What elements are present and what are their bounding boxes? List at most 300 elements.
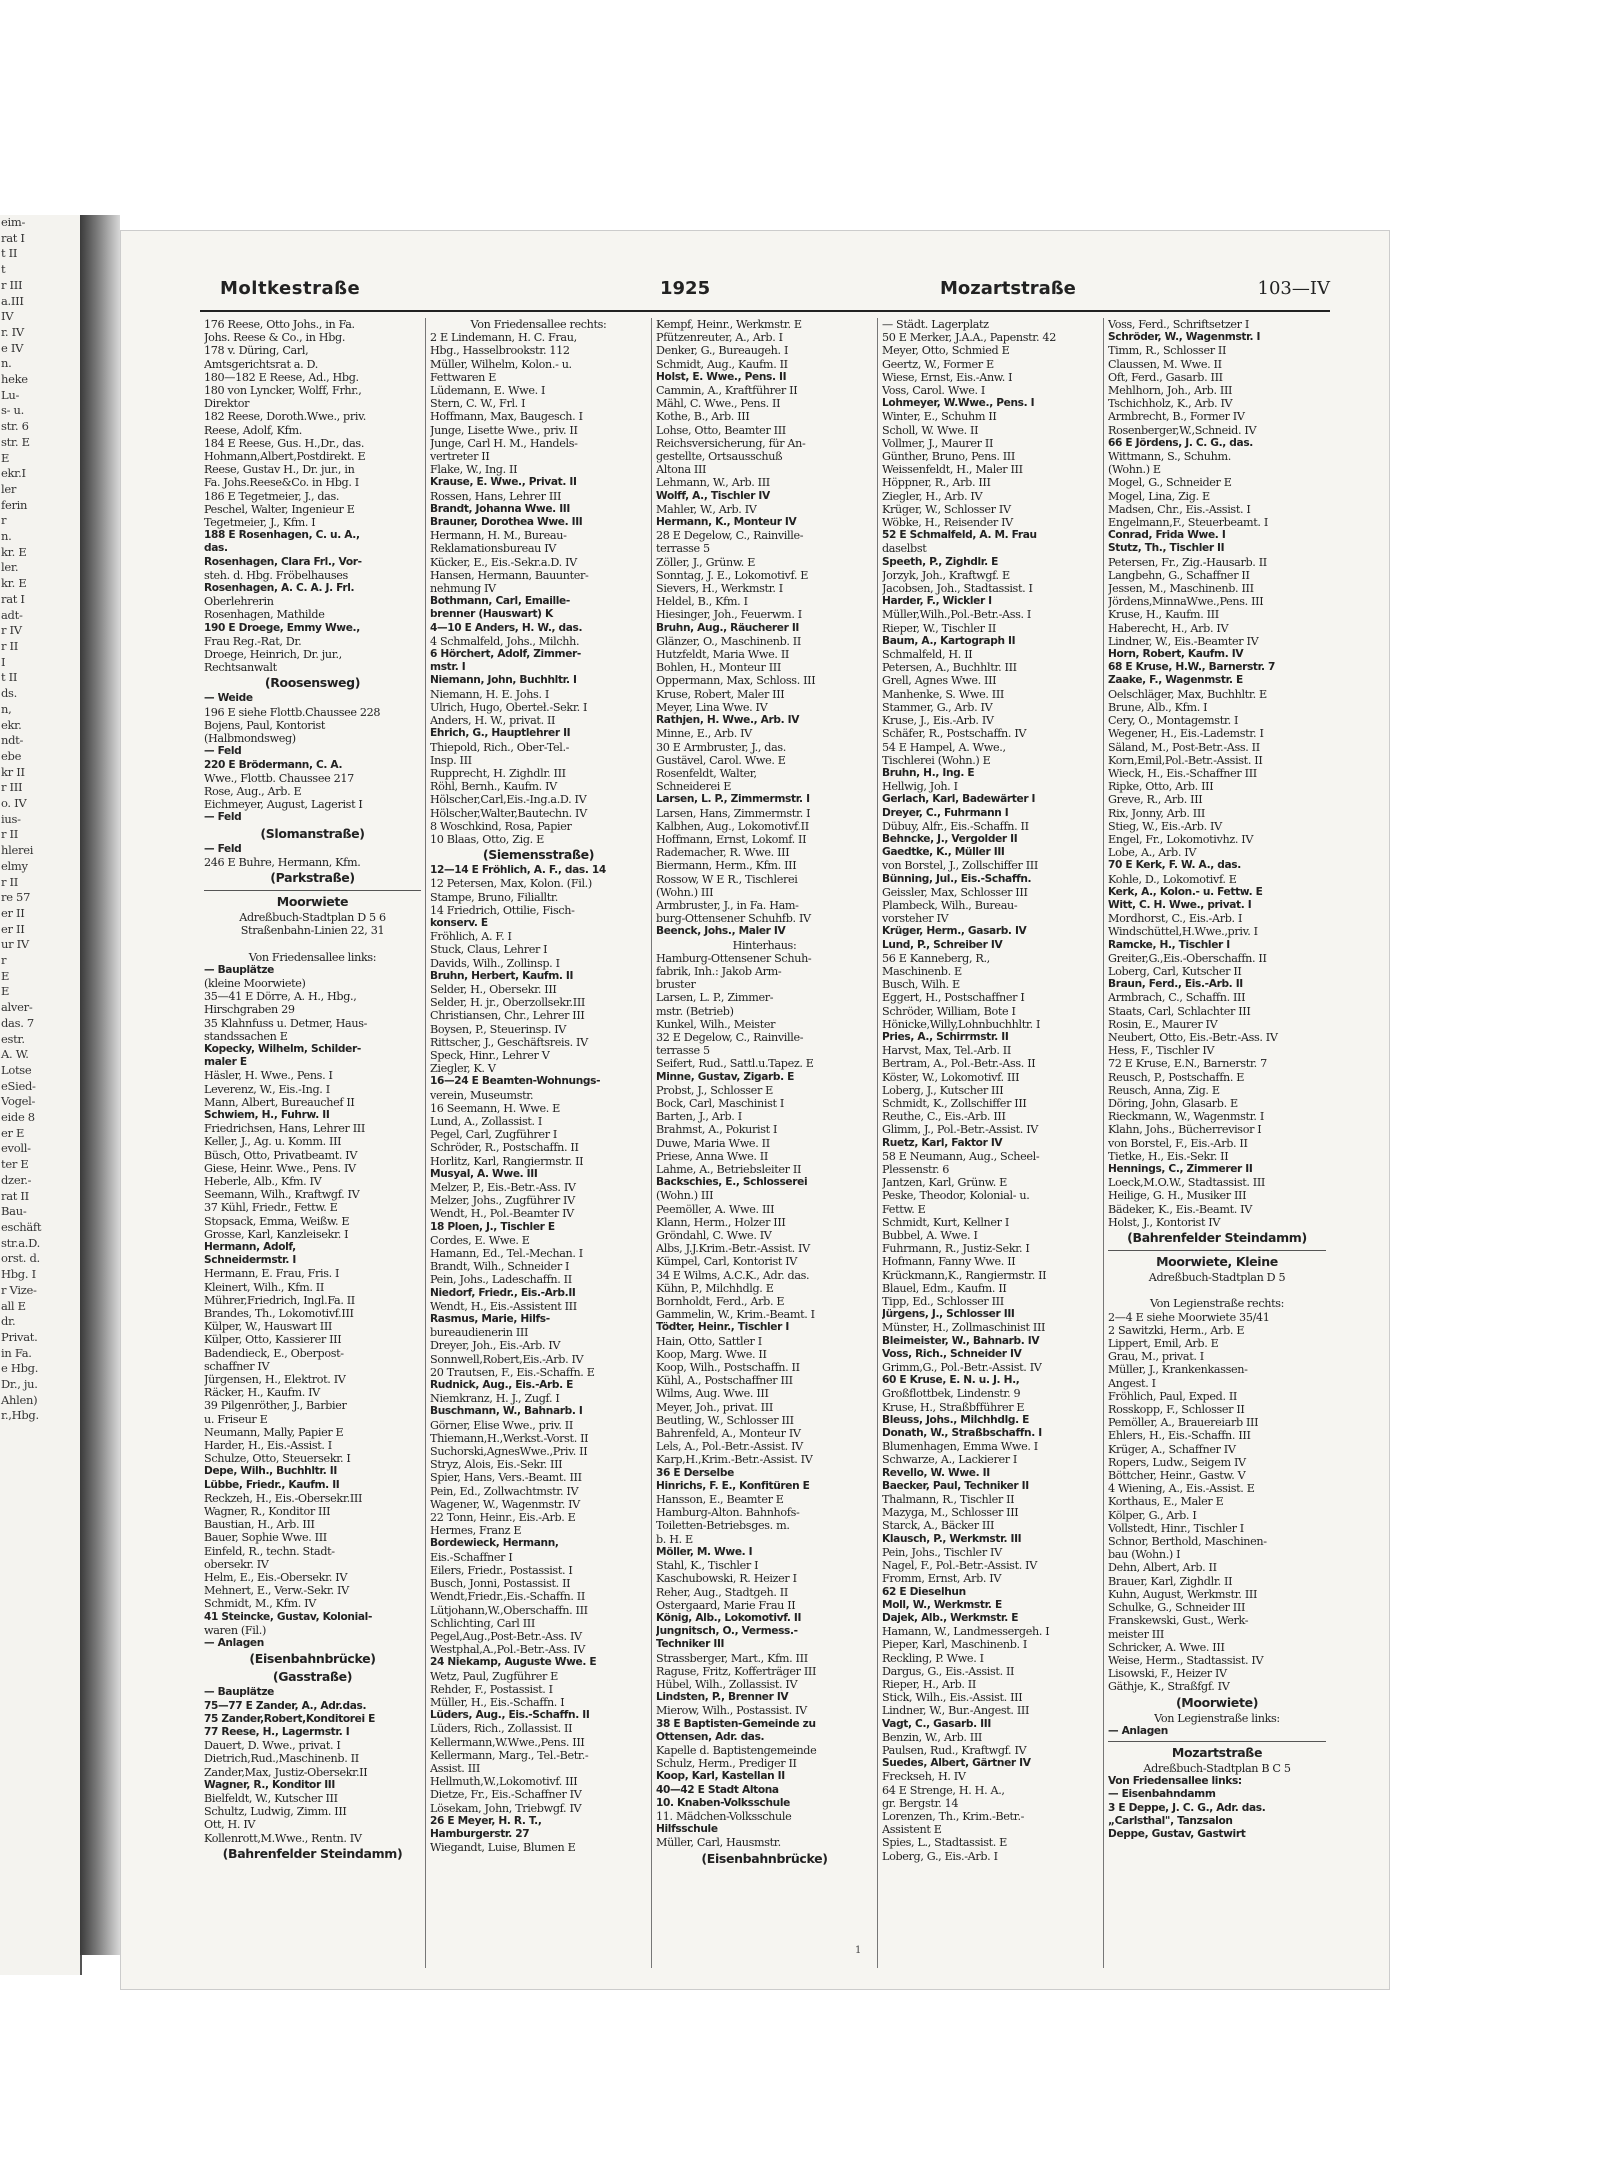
directory-entry: Ziegler, K. V	[430, 1062, 496, 1076]
directory-entry: (kleine Moorwiete)	[204, 976, 306, 990]
directory-entry: Donath, W., Straßbschaffn. I	[882, 1427, 1042, 1440]
directory-entry: Anders, H. W., privat. II	[430, 714, 556, 728]
directory-entry: Wegener, H., Eis.-Lademstr. I	[1108, 727, 1264, 741]
directory-entry: Bruhn, Herbert, Kaufm. II	[430, 969, 574, 982]
directory-entry: Reckling, P. Wwe. I	[882, 1651, 984, 1665]
directory-entry: Neumann, Mally, Papier E	[204, 1425, 344, 1439]
directory-entry: Hübel, Wilh., Zollassist. IV	[656, 1677, 798, 1691]
directory-entry: Voss, Carol. Wwe. I	[882, 384, 985, 398]
directory-entry: Paulsen, Rud., Kraftwgf. IV	[882, 1743, 1027, 1757]
directory-entry: Dehn, Albert, Arb. II	[1108, 1561, 1217, 1575]
directory-entry: Pein, Johs., Tischler IV	[882, 1545, 1002, 1559]
directory-entry: Tischlerei (Wohn.) E	[882, 753, 991, 767]
directory-entry: Dargus, G., Eis.-Assist. II	[882, 1664, 1015, 1678]
column-2	[426, 318, 652, 1968]
directory-entry: Schmidt, Kurt, Kellner I	[882, 1215, 1009, 1229]
directory-entry: Klahn, Johs., Bücherrevisor I	[1108, 1123, 1262, 1137]
directory-entry: Rieper, W., Tischler II	[882, 621, 996, 635]
directory-entry: Larsen, L. P., Zimmermstr. I	[656, 793, 810, 806]
directory-entry: Fettwaren E	[430, 370, 497, 384]
directory-entry: Hiesinger, Joh., Feuerwm. I	[656, 608, 802, 622]
directory-entry: Wwe., Flottb. Chaussee 217	[204, 771, 354, 785]
prev-page-line: kr. E	[1, 576, 27, 591]
directory-entry: Glänzer, O., Maschinenb. II	[656, 634, 801, 648]
prev-page-line: r III	[1, 780, 23, 795]
directory-entry: Rosenberger,W.,Schneid. IV	[1108, 423, 1257, 437]
directory-entry: Bertram, A., Pol.-Betr.-Ass. II	[882, 1057, 1036, 1071]
prev-page-line: e Hbg.	[1, 1361, 39, 1376]
directory-entry: Hansson, E., Beamter E	[656, 1493, 784, 1507]
directory-entry: 58 E Neumann, Aug., Scheel-	[882, 1149, 1040, 1163]
directory-entry: Buschmann, W., Bahnarb. I	[430, 1405, 583, 1418]
directory-entry: Stammer, G., Arb. IV	[882, 700, 993, 714]
prev-page-line: kr. E	[1, 544, 27, 559]
directory-entry: Heberle, Alb., Kfm. IV	[204, 1174, 322, 1188]
directory-entry: Insp. III	[430, 753, 472, 767]
directory-entry: Günther, Bruno, Pens. III	[882, 450, 1015, 464]
directory-entry: Schneiderei E	[656, 780, 732, 794]
directory-entry: Angest. I	[1108, 1376, 1156, 1390]
prev-page-line: eSied-	[1, 1078, 36, 1093]
prev-page-line: elmy	[1, 858, 28, 873]
directory-entry: Lohse, Otto, Beamter III	[656, 423, 786, 437]
directory-entry: Stopsack, Emma, Weißw. E	[204, 1214, 350, 1228]
directory-entry: 66 E Jördens, J. C. G., das.	[1108, 436, 1253, 449]
directory-entry: Wiegandt, Luise, Blumen E	[430, 1841, 576, 1855]
directory-entry: Gerlach, Karl, Badewärter I	[882, 793, 1036, 806]
directory-entry: Mierow, Wilh., Postassist. IV	[656, 1704, 807, 1718]
directory-entry: standssachen E	[204, 1029, 288, 1043]
directory-entry: Schmidt, K., Zollschiffer III	[882, 1096, 1027, 1110]
directory-entry: 41 Steincke, Gustav, Kolonial-	[204, 1610, 372, 1623]
directory-entry: 54 E Hampel, A. Wwe.,	[882, 740, 1006, 754]
directory-entry: — Feld	[204, 811, 242, 824]
directory-entry: 72 E Kruse, E.N., Barnerstr. 7	[1108, 1057, 1267, 1071]
directory-entry: Peske, Theodor, Kolonial- u.	[882, 1189, 1030, 1203]
directory-entry: konserv. E	[430, 916, 488, 929]
directory-entry: Heldel, B., Kfm. I	[656, 595, 748, 609]
directory-entry: Grau, M., privat. I	[1108, 1350, 1204, 1364]
directory-entry: Stampe, Bruno, Filialltr.	[430, 890, 558, 904]
prev-page-line: ur IV	[1, 937, 29, 952]
directory-entry: Suchorski,AgnesWwe.,Priv. II	[430, 1445, 588, 1459]
directory-entry: 24 Niekamp, Auguste Wwe. E	[430, 1656, 597, 1669]
directory-entry: Sonnwell,Robert,Eis.-Arb. IV	[430, 1352, 584, 1366]
directory-entry: Loberg, J., Kutscher III	[882, 1083, 1004, 1097]
directory-entry: Rossow, W E R., Tischlerei	[656, 872, 798, 886]
directory-entry: Dajek, Alb., Werkmstr. E	[882, 1611, 1019, 1624]
directory-entry: 246 E Buhre, Hermann, Kfm.	[204, 855, 361, 869]
book-gutter	[80, 215, 120, 1955]
directory-entry: Mogel, Lina, Zig. E	[1108, 489, 1210, 503]
directory-entry: 68 E Kruse, H.W., Barnerstr. 7	[1108, 661, 1276, 674]
directory-entry: Kapelle d. Baptistengemeinde	[656, 1743, 817, 1757]
directory-entry: 220 E Brödermann, C. A.	[204, 758, 343, 771]
directory-entry: — Anlagen	[1108, 1724, 1168, 1737]
directory-entry: Neubert, Otto, Eis.-Betr.-Ass. IV	[1108, 1030, 1278, 1044]
directory-entry: Minne, Gustav, Zigarb. E	[656, 1070, 795, 1083]
directory-entry: Holst, J., Kontorist IV	[1108, 1215, 1221, 1229]
directory-entry: Boysen, P., Steuerinsp. IV	[430, 1022, 567, 1036]
directory-entry: Petersen, Fr., Zig.-Hausarb. II	[1108, 555, 1267, 569]
directory-entry: Priese, Anna Wwe. II	[656, 1149, 768, 1163]
directory-entry: Madsen, Chr., Eis.-Assist. I	[1108, 502, 1251, 516]
directory-entry: Kruse, H., Straßbfführer E	[882, 1400, 1025, 1414]
directory-entry: Beenck, Johs., Maler IV	[656, 925, 786, 938]
directory-entry: Reese, Adolf, Kfm.	[204, 423, 302, 437]
directory-entry: Kümpel, Carl, Kontorist IV	[656, 1255, 798, 1269]
directory-entry: 75 Zander,Robert,Konditorei E	[204, 1712, 375, 1725]
prev-page-line: Ahlen)	[1, 1392, 38, 1407]
directory-entry: Schulz, Herm., Prediger II	[656, 1757, 797, 1771]
directory-entry: Von Legienstraße rechts:	[1149, 1297, 1285, 1311]
directory-entry: Müller,Wilh.,Pol.-Betr.-Ass. I	[882, 608, 1031, 622]
directory-entry: Jungnitsch, O., Vermess.-	[656, 1625, 798, 1638]
directory-entry: Meyer, Lina Wwe. IV	[656, 700, 768, 714]
directory-entry: Hermann, E. Frau, Fris. I	[204, 1267, 340, 1281]
directory-entry: 4—10 E Anders, H. W., das.	[430, 621, 583, 634]
directory-entry: Junge, Lisette Wwe., priv. II	[430, 423, 578, 437]
directory-entry: Brandt, Wilh., Schneider I	[430, 1260, 570, 1274]
directory-entry: Glimm, J., Pol.-Betr.-Assist. IV	[882, 1123, 1039, 1137]
directory-entry: Bünning, Jul., Eis.-Schaffn.	[882, 872, 1032, 885]
directory-entry: Wolff, A., Tischler IV	[656, 489, 770, 502]
directory-entry: Techniker III	[656, 1638, 725, 1651]
directory-entry: Cery, O., Montagemstr. I	[1108, 714, 1239, 728]
directory-entry: Stick, Wilh., Eis.-Assist. III	[882, 1691, 1023, 1705]
directory-entry: — Anlagen	[204, 1637, 264, 1650]
directory-entry: Sievers, H., Werkmstr. I	[656, 582, 783, 596]
directory-entry: 12 Petersen, Max, Kolon. (Fil.)	[430, 877, 592, 891]
directory-entry: 176 Reese, Otto Johs., in Fa.	[204, 318, 355, 331]
directory-entry: Hermann, K., Monteur IV	[656, 516, 797, 529]
directory-entry: Wendt,Friedr.,Eis.-Schaffn. II	[430, 1590, 585, 1604]
directory-entry: Vagt, C., Gasarb. III	[882, 1717, 991, 1730]
directory-entry: Von Friedensallee links:	[1108, 1775, 1242, 1788]
directory-entry: meister III	[1108, 1627, 1164, 1641]
prev-page-line: heke	[1, 372, 28, 387]
directory-entry: Pries, A., Schirrmstr. II	[882, 1030, 1009, 1043]
directory-entry: nehmung IV	[430, 582, 496, 596]
section-heading: (Bahrenfelder Steindamm)	[222, 1845, 403, 1861]
directory-entry: Koop, Karl, Kastellan II	[656, 1770, 785, 1783]
prev-page-line: in Fa.	[1, 1345, 32, 1360]
prev-page-line: t II	[1, 670, 18, 685]
directory-entry: Tietke, H., Eis.-Sekr. II	[1108, 1149, 1229, 1163]
directory-entry: Schneidermstr. I	[204, 1254, 296, 1267]
prev-page-line: n,	[1, 701, 12, 716]
directory-entry: Hölscher,Walter,Bautechn. IV	[430, 806, 587, 820]
directory-entry: 56 E Kanneberg, R.,	[882, 951, 990, 965]
directory-entry: 35—41 E Dörre, A. H., Hbg.,	[204, 990, 357, 1004]
directory-entry: Hoffmann, Ernst, Lokomf. II	[656, 832, 807, 846]
directory-entry: Ropers, Ludw., Seigem IV	[1108, 1455, 1246, 1469]
directory-entry: Lorenzen, Th., Krim.-Betr.-	[882, 1809, 1025, 1823]
directory-entry: Meyer, Otto, Schmied E	[882, 344, 1010, 358]
directory-entry: Schäfer, R., Postschaffn. IV	[882, 727, 1027, 741]
section-heading: Moorwiete, Kleine	[1156, 1254, 1278, 1270]
directory-entry: Hutzfeldt, Maria Wwe. II	[656, 648, 789, 662]
directory-entry: Loberg, G., Eis.-Arb. I	[882, 1849, 998, 1863]
directory-entry: Müller, J., Krankenkassen-	[1108, 1363, 1248, 1377]
directory-entry: Grell, Agnes Wwe. III	[882, 674, 997, 688]
section-heading: Mozartstraße	[1171, 1744, 1263, 1760]
prev-page-line: rat I	[1, 591, 25, 606]
directory-entry: Pemöller, A., Brauereiarb III	[1108, 1416, 1259, 1430]
directory-entry: Rosenhagen, Mathilde	[204, 608, 325, 622]
section-heading: (Bahrenfelder Steindamm)	[1127, 1230, 1307, 1246]
directory-entry: Görner, Elise Wwe., priv. II	[430, 1418, 573, 1432]
directory-entry: Scholl, W. Wwe. II	[882, 423, 979, 437]
directory-entry: Strassberger, Mart., Kfm. III	[656, 1651, 808, 1665]
directory-entry: Schmidt, Aug., Kaufm. II	[656, 357, 788, 371]
directory-entry: 2 Sawitzki, Herm., Arb. E	[1108, 1323, 1245, 1337]
directory-entry: Timm, R., Schlosser II	[1108, 344, 1227, 358]
prev-page-line: Dr., ju.	[1, 1377, 38, 1392]
directory-entry: Oft, Ferd., Gasarb. III	[1108, 370, 1223, 384]
directory-entry: Sonntag, J. E., Lokomotivf. E	[656, 568, 809, 582]
directory-entry: Rehder, F., Postassist. I	[430, 1682, 553, 1696]
prev-page-line: rat I	[1, 230, 25, 245]
directory-entry: Benzin, W., Arb. III	[882, 1730, 983, 1744]
directory-entry: Döring, John, Glasarb. E	[1108, 1096, 1238, 1110]
prev-page-line: r Vize-	[1, 1282, 37, 1297]
directory-entry: Schröder, William, Bote I	[882, 1004, 1016, 1018]
directory-entry: 40—42 E Stadt Altona	[656, 1783, 779, 1796]
directory-entry: Lehmann, W., Arb. III	[656, 476, 770, 490]
directory-entry: Pein, Johs., Ladeschaffn. II	[430, 1273, 572, 1287]
directory-entry: Melzer, Johs., Zugführer IV	[430, 1194, 575, 1208]
directory-entry: Loeck,M.O.W., Stadtassist. III	[1108, 1176, 1266, 1190]
directory-entry: Großflottbek, Lindenstr. 9	[882, 1387, 1021, 1401]
directory-entry: Lels, A., Pol.-Betr.-Assist. IV	[656, 1440, 803, 1454]
directory-entry: Hofmann, Fanny Wwe. II	[882, 1255, 1016, 1269]
directory-entry: König, Alb., Lokomotivf. II	[656, 1611, 802, 1624]
prev-page-line: t	[1, 262, 6, 277]
prev-page-line: r	[1, 953, 7, 968]
directory-entry: Spier, Hans, Vers.-Beamt. III	[430, 1471, 582, 1485]
directory-entry: Wagner, R., Konditor III	[204, 1505, 331, 1519]
directory-entry: Lund, A., Zollassist. I	[430, 1114, 542, 1128]
directory-entry: Jördens,MinnaWwe.,Pens. III	[1108, 595, 1264, 609]
directory-entry: Junge, Carl H. M., Handels-	[430, 436, 578, 450]
directory-entry: 50 E Merker, J.A.A., Papenstr. 42	[882, 331, 1056, 345]
directory-entry: Witt, C. H. Wwe., privat. I	[1108, 898, 1252, 911]
directory-entry: 64 E Strenge, H. H. A.,	[882, 1783, 1005, 1797]
directory-entry: Stahl, K., Tischler I	[656, 1559, 759, 1573]
directory-entry: Schnor, Berthold, Maschinen-	[1108, 1535, 1267, 1549]
directory-entry: Reichsversicherung, für An-	[656, 436, 806, 450]
directory-entry: Lahme, A., Betriebsleiter II	[656, 1163, 802, 1176]
directory-entry: Bielfeldt, W., Kutscher III	[204, 1791, 338, 1805]
directory-entry: 182 Reese, Doroth.Wwe., priv.	[204, 410, 366, 424]
prev-page-line: all E	[1, 1298, 26, 1313]
directory-entry: Von Friedensallee links:	[248, 950, 377, 964]
directory-entry: Speeth, P., Zighdlr. E	[882, 555, 999, 568]
directory-entry: 62 E Dieselhun	[882, 1585, 966, 1598]
prev-page-line: str.a.D.	[1, 1235, 40, 1250]
directory-entry: Wilms, Aug. Wwe. III	[656, 1387, 769, 1401]
directory-entry: Plambeck, Wilh., Bureau-	[882, 898, 1018, 912]
directory-entry: 77 Reese, H., Lagermstr. I	[204, 1725, 350, 1738]
directory-entry: Adreßbuch-Stadtplan D 5	[1148, 1271, 1286, 1285]
directory-entry: waren (Fil.)	[204, 1623, 266, 1637]
page-header	[200, 278, 1330, 308]
directory-entry: Moll, W., Werkmstr. E	[882, 1598, 1002, 1611]
directory-entry: Eichmeyer, August, Lagerist I	[204, 798, 363, 812]
directory-entry: Dreyer, Joh., Eis.-Arb. IV	[430, 1339, 561, 1353]
previous-page-fragment	[0, 215, 82, 1975]
directory-entry: Lohmeyer, W.Wwe., Pens. I	[882, 397, 1035, 410]
directory-entry: vertreter II	[430, 450, 490, 464]
directory-entry: Münster, H., Zollmaschinist III	[882, 1321, 1046, 1335]
directory-entry: Lindsten, P., Brenner IV	[656, 1691, 789, 1704]
directory-entry: bruster	[656, 978, 696, 992]
prev-page-line: er II	[1, 905, 25, 920]
section-heading: (Moorwiete)	[1175, 1694, 1259, 1710]
directory-entry: Eilers, Friedr., Postassist. I	[430, 1563, 573, 1577]
directory-entry: Kellermann,W.Wwe.,Pens. III	[430, 1735, 585, 1749]
directory-entry: Lüders, Rich., Zollassist. II	[430, 1722, 573, 1736]
directory-entry: Armbruster, J., in Fa. Ham-	[656, 898, 799, 912]
directory-entry: Schultz, Ludwig, Zimm. III	[204, 1805, 347, 1819]
directory-entry: Hansen, Hermann, Bauunter-	[430, 568, 589, 582]
header-street-end: Mozartstraße	[940, 278, 1076, 299]
prev-page-line: r II	[1, 638, 19, 653]
directory-entry: Rieper, H., Arb. II	[882, 1677, 976, 1691]
directory-entry: Gäthje, K., Straßfgf. IV	[1108, 1680, 1230, 1694]
directory-entry: Räcker, H., Kaufm. IV	[204, 1386, 320, 1400]
directory-entry: Von Friedensallee rechts:	[470, 318, 607, 331]
directory-entry: Lisowski, F., Heizer IV	[1108, 1667, 1227, 1681]
directory-entry: — Feld	[204, 842, 242, 855]
directory-entry: Schröder, R., Postschaffn. II	[430, 1141, 579, 1155]
directory-entry: Gustävel, Carol. Wwe. E	[656, 753, 786, 767]
prev-page-line: r	[1, 513, 7, 528]
directory-entry: Kunkel, Wilh., Meister	[656, 1017, 776, 1031]
directory-entry: Cordes, E. Wwe. E	[430, 1233, 530, 1247]
directory-entry: Hamburgerstr. 27	[430, 1827, 530, 1840]
directory-entry: 30 E Armbruster, J., das.	[656, 740, 787, 754]
directory-entry: Langbehn, G., Schaffner II	[1108, 568, 1250, 582]
directory-entry: „Carlsthal", Tanzsalon	[1108, 1814, 1233, 1827]
directory-entry: Jessen, M., Maschinenb. III	[1108, 582, 1254, 596]
directory-entry: Dietrich,Rud.,Maschinenb. II	[204, 1752, 359, 1766]
directory-entry	[1108, 1284, 1326, 1297]
directory-entry: Brauner, Dorothea Wwe. III	[430, 516, 583, 529]
prev-page-line: r.,Hbg.	[1, 1408, 39, 1423]
directory-entry: Hermes, Franz E	[430, 1524, 522, 1538]
directory-entry: Wiese, Ernst, Eis.-Anw. I	[882, 370, 1013, 384]
directory-entry: Wöbke, H., Reisender IV	[882, 516, 1013, 530]
directory-entry: Beutling, W., Schlosser III	[656, 1413, 794, 1427]
directory-entry: Starck, A., Bäcker III	[882, 1519, 995, 1533]
directory-entry: Mührer,Friedrich, Ingl.Fa. II	[204, 1293, 355, 1307]
directory-entry: Schwarze, A., Lackierer I	[882, 1453, 1017, 1467]
directory-entry: Oelschläger, Max, Buchhltr. E	[1108, 687, 1267, 701]
directory-entry: steh. d. Hbg. Fröbelhauses	[204, 568, 348, 582]
footer-mark: 1	[855, 1945, 862, 1956]
prev-page-line: e IV	[1, 340, 24, 355]
prev-page-line: ekr.	[1, 717, 22, 732]
directory-entry: Selder, H. jr., Oberzollsekr.III	[430, 996, 585, 1010]
prev-page-line: t II	[1, 246, 18, 261]
section-heading: Moorwiete	[276, 893, 349, 909]
directory-entry: Baecker, Paul, Techniker II	[882, 1479, 1029, 1492]
directory-entry: Staats, Carl, Schlachter III	[1108, 1004, 1251, 1018]
directory-entry: Braun, Ferd., Eis.-Arb. II	[1108, 978, 1243, 991]
directory-entry: Giese, Heinr. Wwe., Pens. IV	[204, 1161, 356, 1175]
directory-entry: 75—77 E Zander, A., Adr.das.	[204, 1699, 367, 1712]
directory-entry: Peemöller, A. Wwe. III	[656, 1202, 775, 1216]
directory-entry: Krüger, Herm., Gasarb. IV	[882, 925, 1027, 938]
directory-entry: gr. Bergstr. 14	[882, 1796, 959, 1810]
directory-entry: Loberg, Carl, Kutscher II	[1108, 964, 1242, 978]
directory-entry: Fuhrmann, R., Justiz-Sekr. I	[882, 1242, 1030, 1256]
directory-entry: 3 E Deppe, J. C. G., Adr. das.	[1108, 1801, 1266, 1814]
prev-page-line: er II	[1, 921, 25, 936]
directory-page	[120, 230, 1390, 1990]
directory-entry: Bock, Carl, Maschinist I	[656, 1096, 784, 1110]
directory-entry: Wagener, W., Wagenmstr. IV	[430, 1497, 580, 1511]
directory-entry: brenner (Hauswart) K	[430, 608, 553, 621]
directory-entry	[204, 937, 421, 950]
directory-entry: Krüger, A., Schaffner IV	[1108, 1442, 1236, 1456]
directory-entry: Armbrecht, B., Former IV	[1108, 410, 1245, 424]
directory-entry: Reuthe, C., Eis.-Arb. III	[882, 1110, 1006, 1124]
directory-entry: Meyer, Joh., privat. III	[656, 1400, 773, 1414]
directory-entry: Stryz, Alois, Eis.-Sekr. III	[430, 1458, 563, 1472]
prev-page-line: Lu-	[1, 387, 20, 402]
section-heading: (Roosensweg)	[264, 675, 361, 691]
directory-entry: Grimm,G., Pol.-Betr.-Assist. IV	[882, 1361, 1042, 1375]
directory-entry: Möller, M. Wwe. I	[656, 1545, 753, 1558]
directory-entry: von Borstel, J., Zollschiffer III	[882, 859, 1038, 873]
directory-entry: Larsen, Hans, Zimmermstr. I	[656, 806, 811, 820]
directory-entry: Zaake, F., Wagenmstr. E	[1108, 674, 1243, 687]
directory-entry: Jorzyk, Joh., Kraftwgf. E	[882, 568, 1010, 582]
directory-entry: Köster, W., Lokomotivf. III	[882, 1070, 1020, 1084]
directory-entry: Westphal,A.,Pol.-Betr.-Ass. IV	[430, 1643, 585, 1657]
directory-entry: Gammelin, W., Krim.-Beamt. I	[656, 1308, 815, 1322]
directory-entry: — Bauplätze	[204, 1686, 274, 1699]
directory-entry: 12—14 E Fröhlich, A. F., das. 14	[430, 864, 606, 877]
directory-entry: Pegel,Aug.,Post-Betr.-Ass. IV	[430, 1629, 582, 1643]
directory-entry: Vollmer, J., Maurer II	[882, 436, 994, 450]
directory-entry: burg-Ottensener Schuhfb. IV	[656, 912, 811, 926]
directory-entry: Wittmann, S., Schuhm.	[1108, 450, 1231, 464]
prev-page-line: dr.	[1, 1314, 16, 1329]
directory-entry: Wagner, R., Konditor III	[204, 1778, 335, 1791]
directory-entry: Franskewski, Gust., Werk-	[1108, 1614, 1249, 1628]
directory-entry: — Bauplätze	[204, 963, 274, 976]
directory-entry: 28 E Degelow, C., Rainville-	[656, 529, 804, 543]
directory-entry: 52 E Schmalfeld, A. M. Frau	[882, 529, 1037, 542]
prev-page-line: r II	[1, 874, 19, 889]
directory-entry: Larsen, L. P., Zimmer-	[656, 991, 774, 1005]
directory-entry: Fa. Johs.Reese&Co. in Hbg. I	[204, 476, 359, 490]
directory-entry: Probst, J., Schlosser E	[656, 1083, 773, 1097]
directory-entry: Leverenz, W., Eis.-Ing. I	[204, 1082, 330, 1096]
directory-entry: Adreßbuch-Stadtplan B C 5	[1143, 1761, 1291, 1775]
directory-entry: Horlitz, Karl, Rangiermstr. II	[430, 1154, 584, 1168]
directory-entry: Jacobsen, Joh., Stadtassist. I	[882, 582, 1033, 596]
column-3	[652, 318, 878, 1968]
directory-entry: 2 E Lindemann, H. C. Frau,	[430, 331, 577, 345]
directory-entry: Greve, R., Arb. III	[1108, 793, 1203, 807]
directory-entry: Thiepold, Rich., Ober-Tel.-	[430, 740, 570, 754]
directory-entry: Ostergaard, Marie Frau II	[656, 1598, 796, 1612]
